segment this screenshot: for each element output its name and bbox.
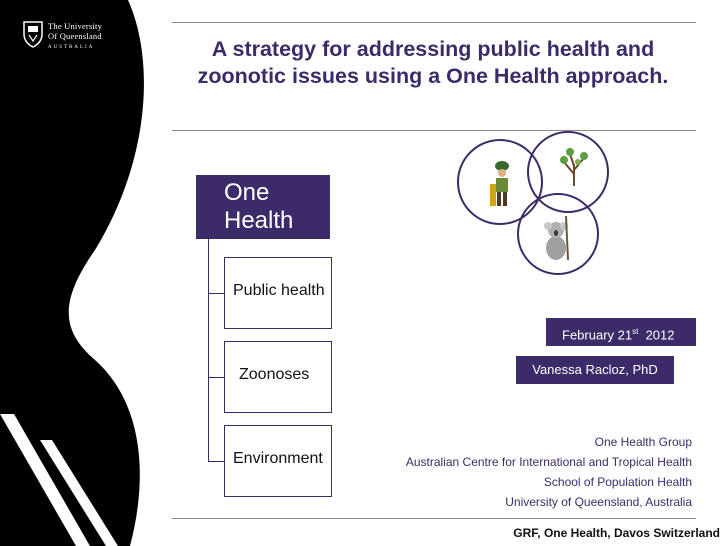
top-rule [172,22,696,23]
child-box-environment: Environment [224,425,332,497]
uq-crest-icon [22,20,44,48]
farmer-icon [490,161,509,206]
tree-connector [208,377,224,378]
tree-icon [560,148,588,186]
affiliation-line: Australian Centre for International and Tropical Health [405,455,692,469]
date-ordinal-suffix: st [632,327,639,336]
date-month-day: February 21 [562,327,633,343]
date-year: 2012 [645,327,675,343]
root-label-line1: One [224,179,270,206]
koala-icon [544,216,568,260]
slide-title-line2: zoonotic issues using a One Health approach. [197,64,669,88]
root-label-line2: Health [224,207,294,234]
logo-text-line2: Of Queensland [48,31,102,41]
tree-connector [208,293,224,294]
author-badge: Vanessa Racloz, PhD [516,356,674,384]
title-underline-rule [172,130,696,131]
tree-connector [208,461,224,462]
left-decorative-band [0,0,160,546]
logo-text-line1: The University [48,21,103,31]
one-health-venn [452,126,612,276]
university-logo [22,20,122,58]
affiliation-line: School of Population Health [543,475,692,489]
logo-text-line3: AUSTRALIA [48,45,95,50]
date-badge [546,318,696,346]
tree-connector-vertical [208,239,209,461]
slide-title [162,36,704,90]
affiliation-line: University of Queensland, Australia [505,495,692,509]
child-box-zoonoses: Zoonoses [224,341,332,413]
affiliation-line: One Health Group [594,435,692,449]
bottom-rule [172,518,696,519]
footer-text: GRF, One Health, Davos Switzerland [513,526,720,540]
one-health-root-box [196,175,330,239]
slide-title-line1: A strategy for addressing public health and [211,37,655,61]
affiliation-block [380,432,692,512]
child-box-public-health: Public health [224,257,332,329]
